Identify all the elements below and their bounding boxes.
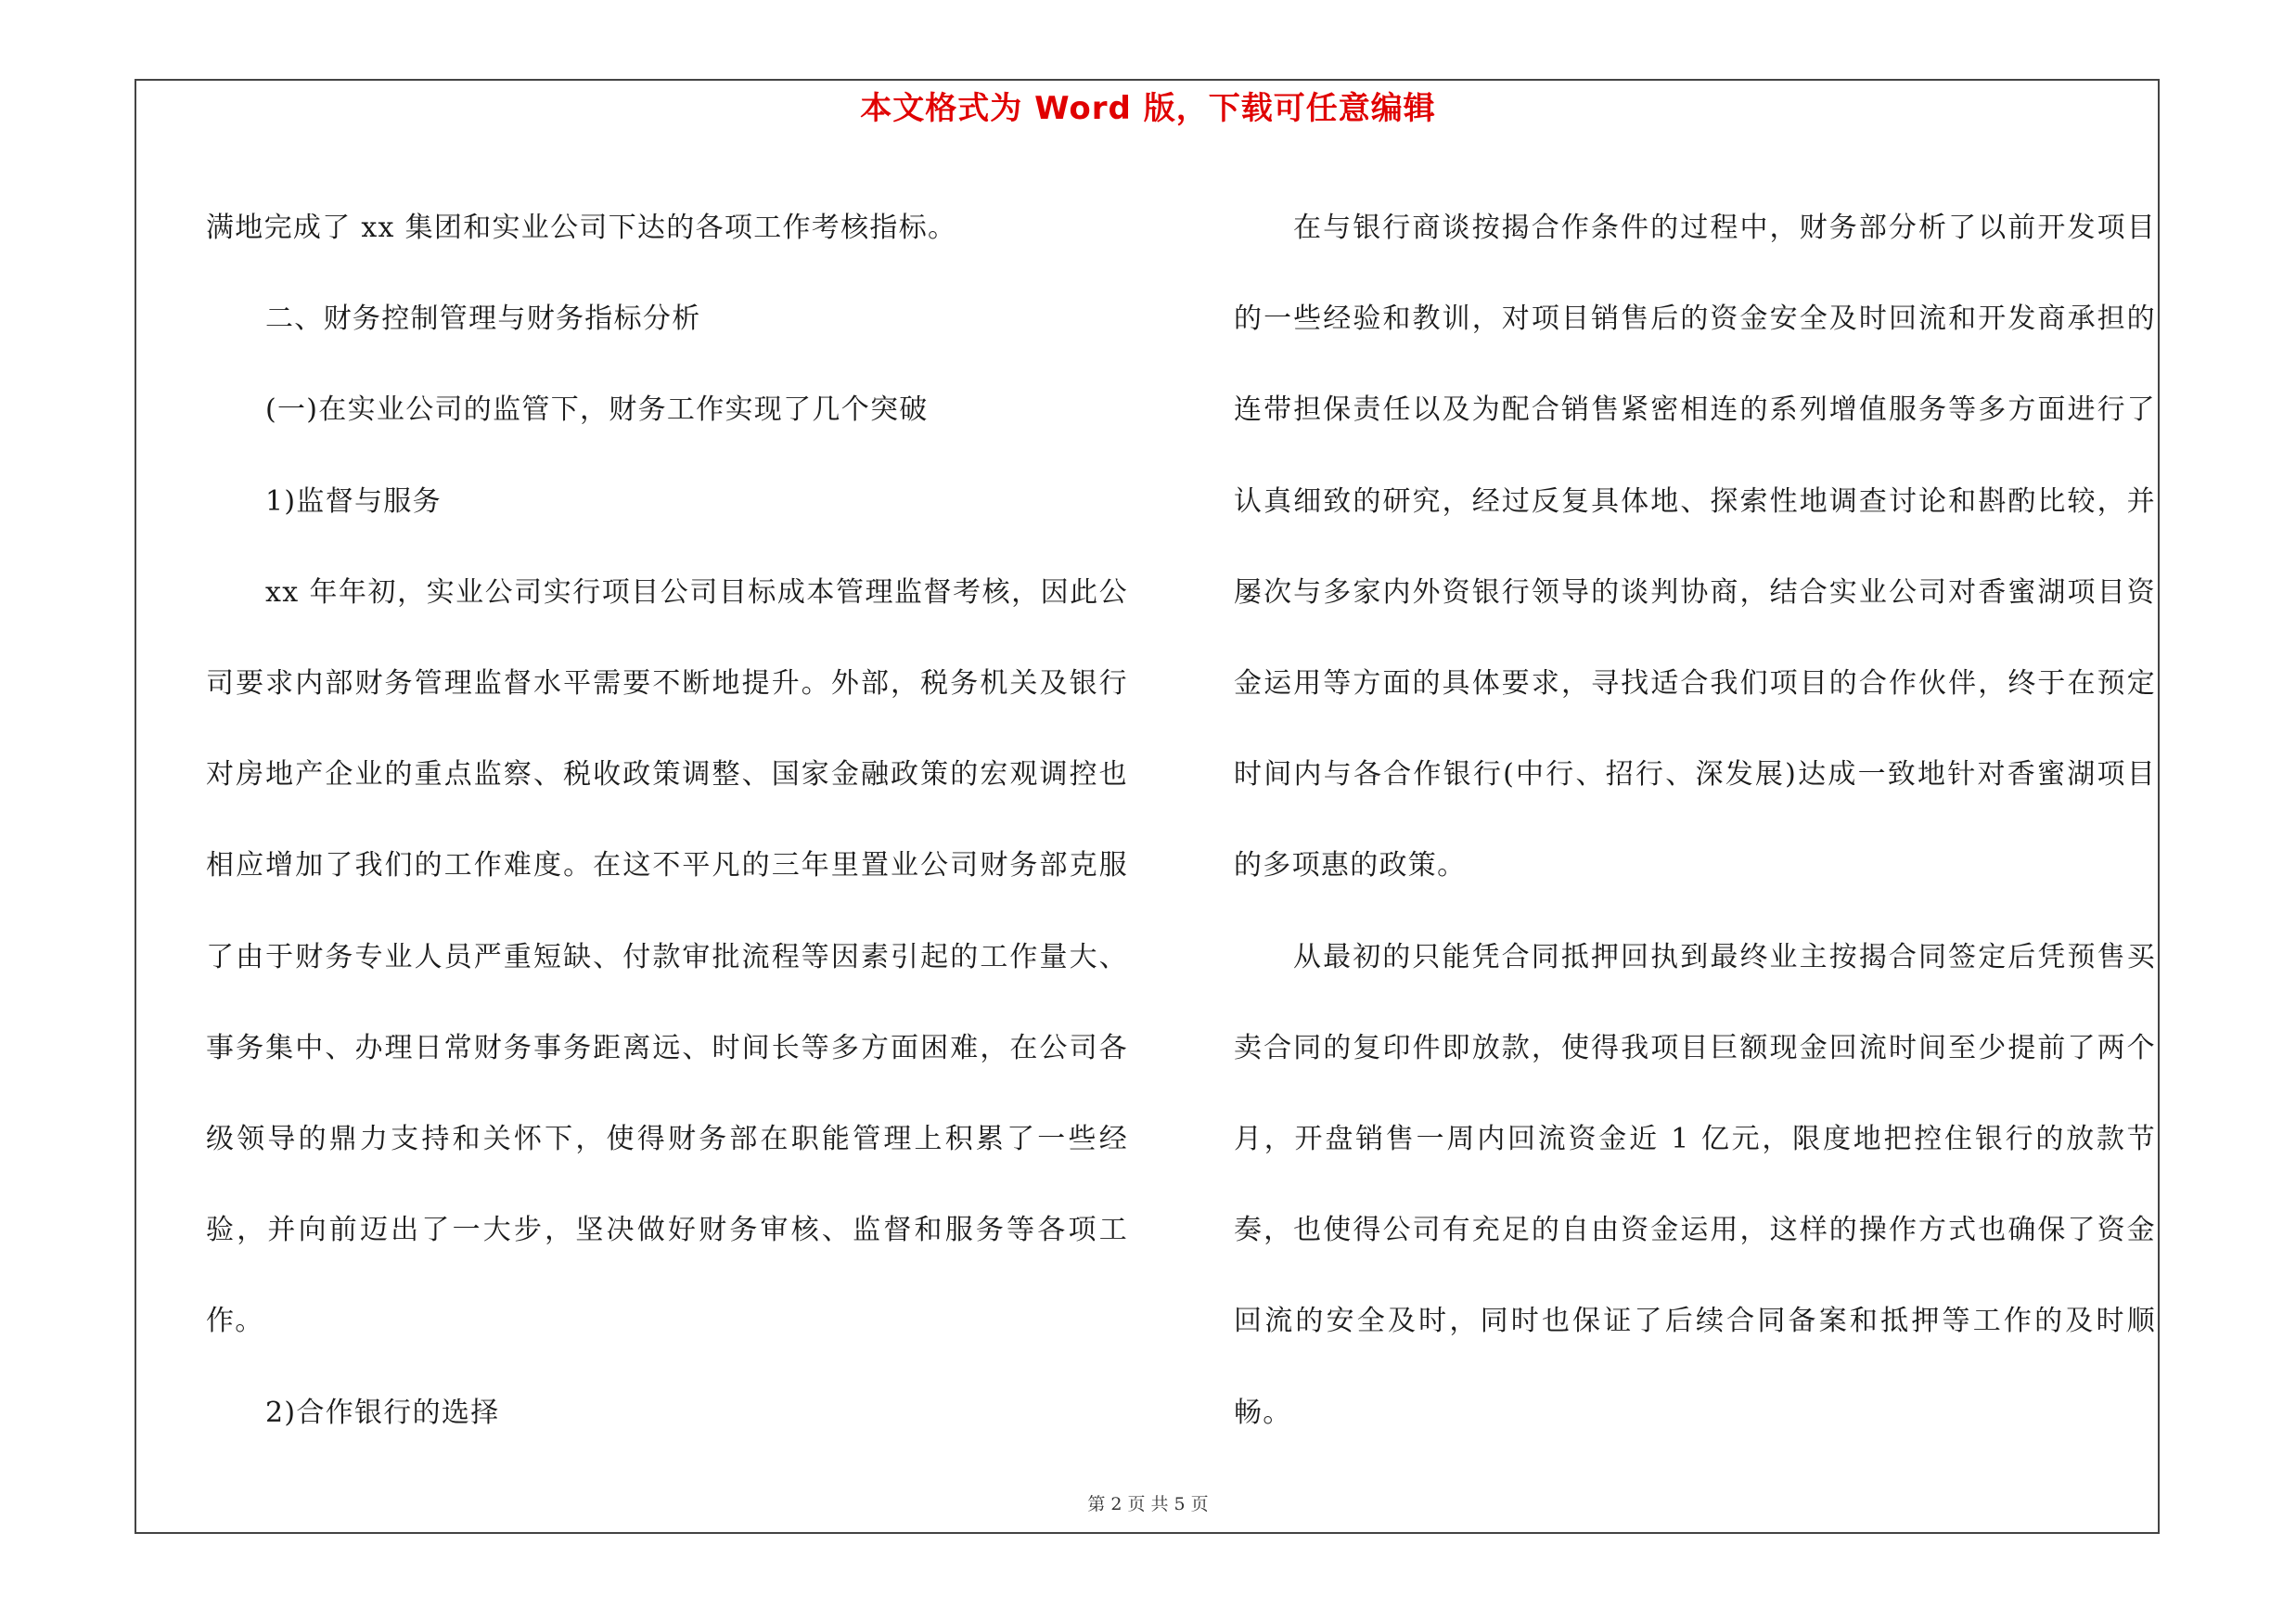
format-banner: 本文格式为 Word 版，下载可任意编辑	[860, 90, 1436, 127]
item-heading: 2)合作银行的选择	[265, 1396, 500, 1429]
left-column	[206, 183, 1128, 1459]
section-heading: 二、财务控制管理与财务指标分析	[265, 303, 701, 336]
paragraph: 在与银行商谈按揭合作条件的过程中，财务部分析了以前开发项目的一些经验和教训，对项目销售后的资金安全及时回流和开发商承担的连带担保责任以及为配合销售紧密相连的系列增值服务等多方面进行了认真细致的研究，经过反复具体地、探索性地调查讨论和斟酌比较，并屡次与多家内外资银行领导的谈判协商，结合实业公司对香蜜湖项目资金运用等方面的具体要求，寻找适合我们项目的合作伙伴，终于在预定时间内与各合作银行(中行、招行、深发展)达成一致地针对香蜜湖项目的多项惠的政策。	[1234, 212, 2156, 882]
paragraph: xx 年年初，实业公司实行项目公司目标成本管理监督考核，因此公司要求内部财务管理监督水平需要不断地提升。外部，税务机关及银行对房地产企业的重点监察、税收政策调整、国家金融政策的宏观调控也相应增加了我们的工作难度。在这不平凡的三年里置业公司财务部克服了由于财务专业人员严重短缺、付款审批流程等因素引起的工作量大、事务集中、办理日常财务事务距离远、时间长等多方面困难，在公司各级领导的鼎力支持和关怀下，使得财务部在职能管理上积累了一些经验，并向前迈出了一大步，坚决做好财务审核、监督和服务等各项工作。	[206, 575, 1128, 1338]
paragraph: 从最初的只能凭合同抵押回执到最终业主按揭合同签定后凭预售买卖合同的复印件即放款，使得我项目巨额现金回流时间至少提前了两个月，开盘销售一周内回流资金近 1 亿元，限度地把控住银行的放款节奏，也使得公司有充足的自由资金运用，这样的操作方式也确保了资金回流的安全及时，同时也保证了后续合同备案和抵押等工作的及时顺畅。	[1234, 940, 2156, 1429]
page-number: 第 2 页 共 5 页	[1087, 1494, 1209, 1514]
right-column	[1234, 183, 2156, 1459]
item-heading: 1)监督与服务	[265, 484, 442, 518]
subsection-heading: (一)在实业公司的监管下，财务工作实现了几个突破	[265, 393, 929, 427]
paragraph: 满地完成了 xx 集团和实业公司下达的各项工作考核指标。	[206, 212, 957, 244]
